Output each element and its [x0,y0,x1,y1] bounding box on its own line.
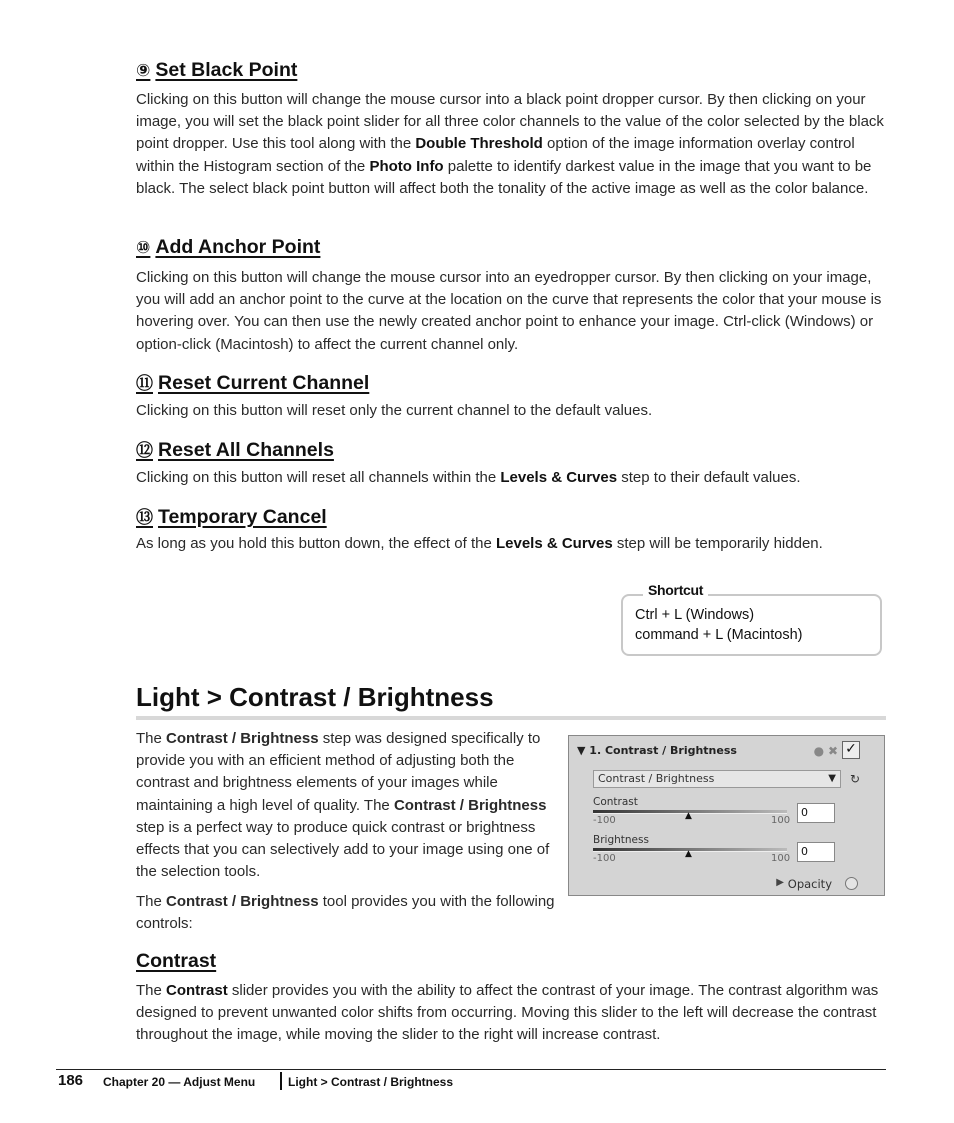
section-number: ⑨ [136,61,151,80]
contrast-body: The Contrast slider provides you with the ability to affect the contrast of your image. The contrast algorithm was designed to prevent unwanted color shifts from occurring. Moving this slider to the left will decrease the contrast throughout the image, while moving the slider to the right will increase contrast. [136,982,879,1044]
shortcut-windows: Ctrl + L (Windows) [635,607,755,623]
palette-title-label: 1. Contrast / Brightness [589,744,737,757]
contrast-slider-thumb[interactable]: ▲ [685,811,692,821]
slider-label-brightness: Brightness [593,834,649,846]
section-body-reset-current-channel: Clicking on this button will reset only the current channel to the default values. [136,402,653,419]
palette-title[interactable]: ▼ 1. Contrast / Brightness [577,744,737,757]
intro-controls-paragraph: The Contrast / Brightness tool provides you with the following controls: [136,893,555,933]
page-heading: Light > Contrast / Brightness [136,682,494,712]
section-number: ⑩ [136,238,151,257]
palette-delete-icon[interactable]: ● ✖ [813,744,838,758]
contrast-min-label: -100 [593,815,616,826]
brightness-value-field[interactable]: 0 [797,842,835,862]
brightness-slider-thumb[interactable]: ▲ [685,849,692,859]
contrast-heading: Contrast [136,950,217,972]
section-heading-reset-all-channels [136,436,334,462]
shortcut-box [621,582,882,656]
intro-paragraph: The Contrast / Brightness step was designed specifically to provide you with an efficient method of adjusting both the contrast and brightness elements of your images while maintaining a high level of quality. The Contrast / Brightness step is a perfect way to produce quick contrast or brightness effects that you can selectively add to your image using one of the selection tools. [136,730,550,881]
shortcut-title: Shortcut [643,582,708,598]
footer-divider [56,1069,886,1070]
contrast-max-label: 100 [771,815,791,826]
section-body-temporary-cancel: As long as you hold this button down, the effect of the Levels & Curves step will be temporarily hidden. [136,535,823,552]
section-title: Set Black Point [155,59,298,81]
palette-dropdown-value: Contrast / Brightness [598,772,715,785]
footer-chapter: Chapter 20 — Adjust Menu [103,1075,256,1089]
brightness-max-label: 100 [771,853,791,864]
contrast-value-field[interactable]: 0 [797,803,835,823]
section-heading-reset-current-channel [136,369,369,395]
section-body-set-black-point: Clicking on this button will change the mouse cursor into a black point dropper cursor. By then clicking on your image, you will set the black point slider for all three color channels to the value of the color selected by the black point dropper. Use this tool along with the Double Threshold option of the image information overlay control within the Histogram section of the Photo Info palette to identify darkest value in the image that you want to be black. The select black point button will affect both the tonality of the active image as well as the color balance. [136,91,884,197]
section-title: Temporary Cancel [158,506,327,528]
reset-icon[interactable]: ↻ [849,772,860,786]
page-number: 186 [58,1072,84,1089]
section-body-reset-all-channels: Clicking on this button will reset all channels within the Levels & Curves step to their default values. [136,469,801,486]
section-heading-temporary-cancel [136,503,327,529]
section-number: ⑬ [136,508,153,527]
opacity-brush-icon[interactable] [845,877,858,890]
brightness-min-label: -100 [593,853,616,864]
opacity-label[interactable]: Opacity [787,877,832,891]
chevron-down-icon: ▼ [828,773,836,784]
section-title: Reset All Channels [158,439,334,461]
shortcut-mac: command + L (Macintosh) [635,627,803,643]
heading-divider [136,716,886,720]
slider-label-contrast: Contrast [593,796,638,808]
section-title: Reset Current Channel [158,372,370,394]
section-body-add-anchor-point: Clicking on this button will change the mouse cursor into an eyedropper cursor. By then clicking on your image, you will add an anchor point to the curve at the location on the curve that represents the color that your mouse is hovering over. You can then use the newly created anchor point to enhance your image. Ctrl-click (Windows) or option-click (Macintosh) to affect the current channel only. [136,269,882,353]
footer-separator [280,1072,282,1090]
palette-enable-checkbox[interactable]: ✓ [842,741,860,759]
contrast-brightness-palette [568,735,885,896]
section-title: Add Anchor Point [155,236,321,258]
footer-section: Light > Contrast / Brightness [288,1075,454,1089]
section-heading-add-anchor-point [136,236,320,259]
section-heading-set-black-point [136,59,297,82]
section-number: ⑫ [136,441,153,460]
section-number: ⑪ [136,374,153,393]
opacity-expand-icon[interactable]: ▶ [776,877,784,888]
palette-method-dropdown[interactable] [593,770,841,788]
